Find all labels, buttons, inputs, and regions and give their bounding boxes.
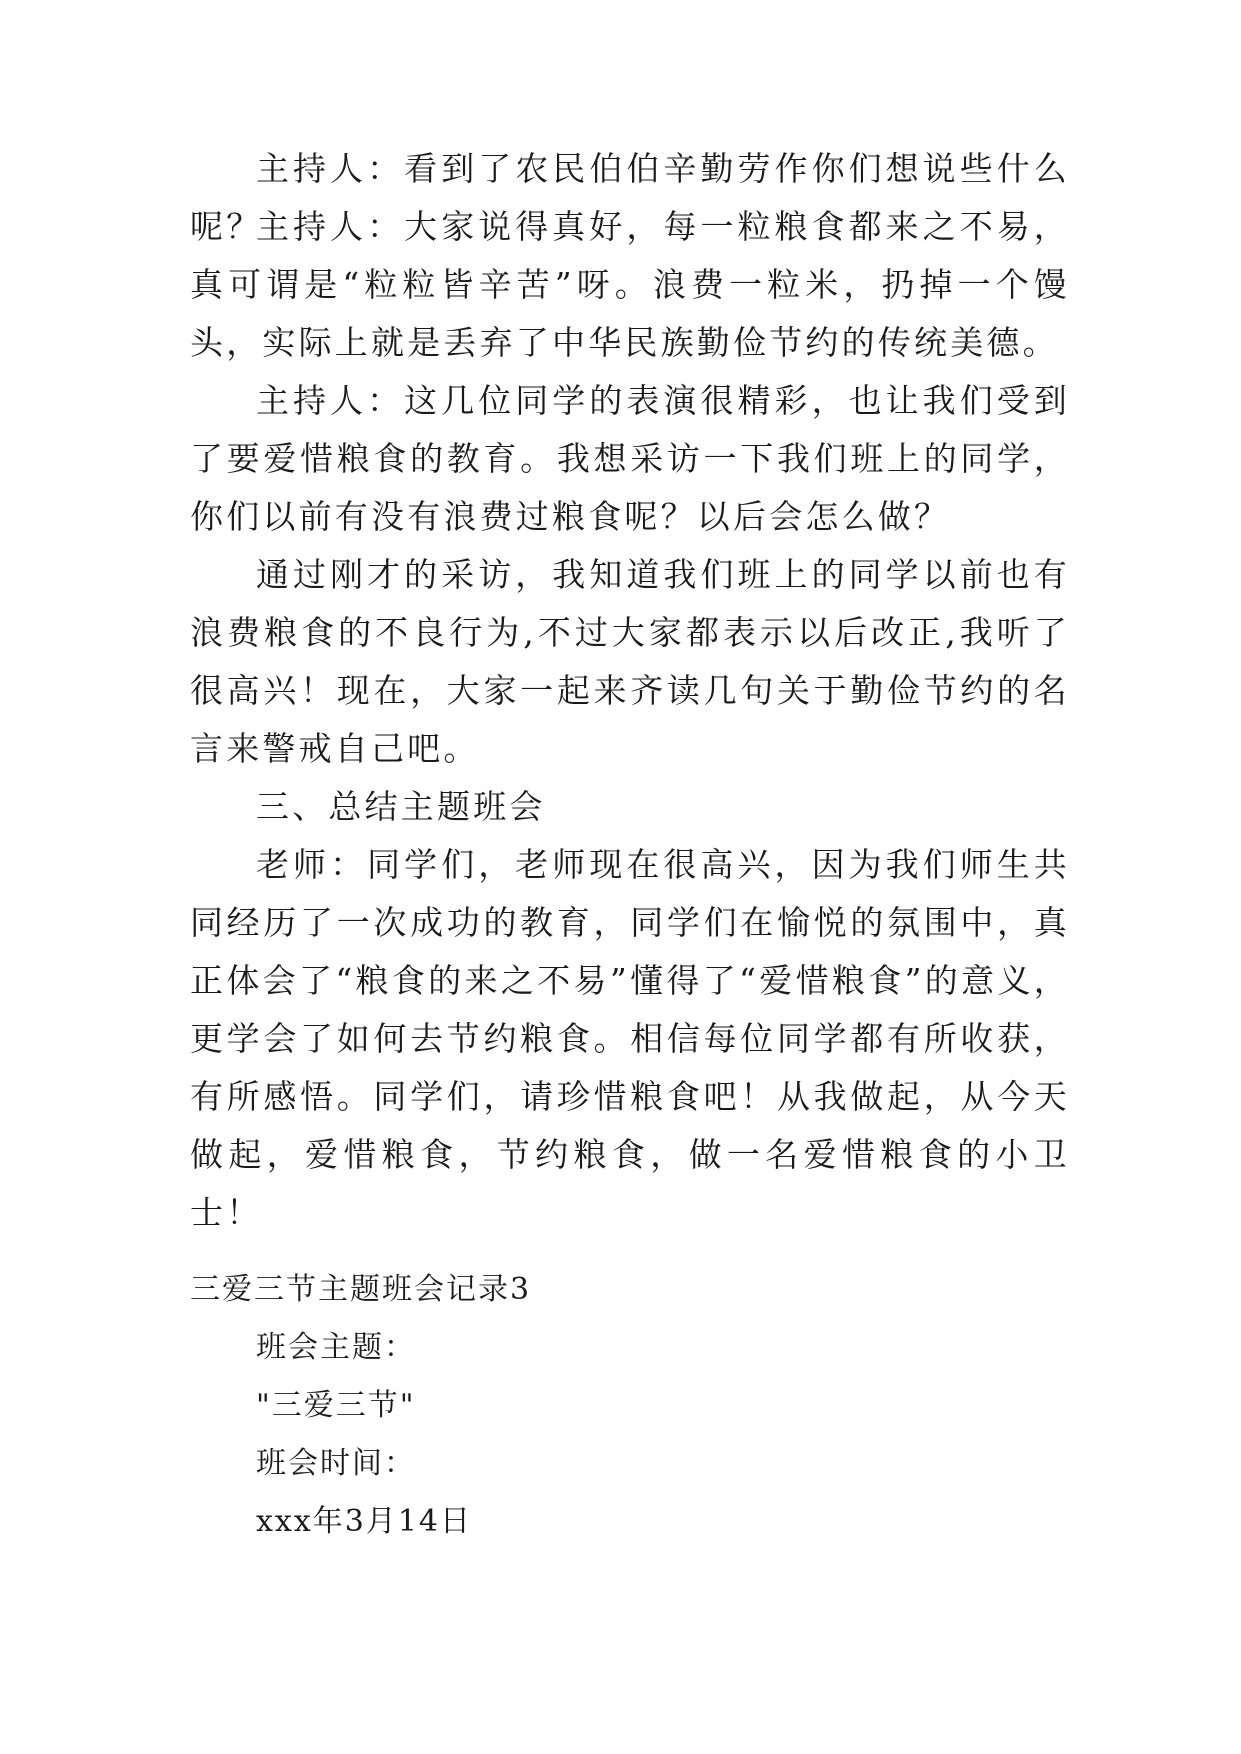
paragraph-summary-heading: 三、总结主题班会 bbox=[256, 787, 546, 826]
paragraph-host-interview: 主持人：这几位同学的表演很精彩，也让我们受到了要爱惜粮食的教育。我想采访一下我们班上的同学，你们以前有没有浪费过粮食呢？以后会怎么做？ bbox=[190, 381, 1070, 536]
meeting-theme-label: 班会主题： bbox=[256, 1330, 416, 1365]
meeting-time-label: 班会时间： bbox=[256, 1446, 416, 1481]
paragraph-host-question: 主持人：看到了农民伯伯辛勤劳作你们想说些什么呢？ bbox=[190, 149, 1070, 246]
meeting-theme-value: "三爱三节" bbox=[256, 1388, 416, 1423]
section-title: 三爱三节主题班会记录3 bbox=[190, 1272, 532, 1307]
paragraph-interview-result: 通过刚才的采访，我知道我们班上的同学以前也有浪费粮食的不良行为,不过大家都表示以后改正,我听了很高兴！现在，大家一起来齐读几句关于勤俭节约的名言来警戒自己吧。 bbox=[190, 555, 1070, 768]
paragraph-host-praise: 主持人：大家说得真好，每一粒粮食都来之不易，真可谓是“粒粒皆辛苦”呀。浪费一粒米，扔掉一个馒头，实际上就是丢弃了中华民族勤俭节约的传统美德。 bbox=[190, 207, 1070, 362]
meeting-time-value: xxx年3月14日 bbox=[256, 1504, 473, 1539]
paragraph-teacher-summary: 老师：同学们，老师现在很高兴，因为我们师生共同经历了一次成功的教育，同学们在愉悦的氛围中，真正体会了“粮食的来之不易”懂得了“爱惜粮食”的意义，更学会了如何去节约粮食。相信每位同学都有所收获，有所感悟。同学们，请珍惜粮食吧！从我做起，从今天做起，爱惜粮食，节约粮食，做一名爱惜粮食的小卫士！ bbox=[190, 845, 1070, 1232]
